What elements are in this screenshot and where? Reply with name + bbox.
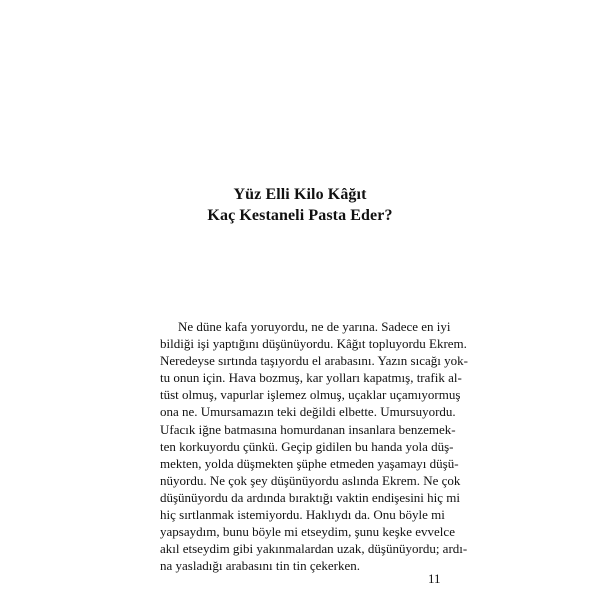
body-line: Ufacık iğne batmasına homurdanan insanlara benzemek- — [160, 421, 456, 437]
body-line: mekten, yolda düşmekten şüphe etmeden yaşamayı düşü- — [160, 455, 459, 471]
chapter-title — [0, 184, 600, 226]
body-line: nüyordu. Ne çok şey düşünüyordu aslında Ekrem. Ne çok — [160, 472, 461, 488]
body-line: ona ne. Umursamazın teki değildi elbette. Umursuyordu. — [160, 404, 456, 420]
body-line: na yasladığı arabasını tin tin çekerken. — [160, 558, 360, 574]
body-line: düşünüyordu da ardında bıraktığı vaktin endişesini hiç mi — [160, 489, 461, 505]
body-line: tüst olmuş, vapurlar işlemez olmuş, uçaklar uçamıyormuş — [160, 387, 461, 403]
body-paragraph — [160, 318, 468, 574]
page-number: 11 — [428, 571, 441, 586]
body-line: Neredeyse sırtında taşıyordu el arabasını. Yazın sıcağı yok- — [160, 353, 468, 369]
body-line: akıl etseydim gibi yakınmalardan uzak, düşünüyordu; ardı- — [160, 541, 468, 557]
body-line: bildiği işi yaptığını düşünüyordu. Kâğıt topluyordu Ekrem. — [160, 336, 467, 352]
body-line: hiç sırtlanmak istemiyordu. Haklıydı da. Onu böyle mi — [160, 507, 445, 523]
body-line: yapsaydım, bunu böyle mi etseydim, şunu keşke evvelce — [160, 524, 455, 540]
body-line: ten korkuyordu çünkü. Geçip gidilen bu handa yola düş- — [160, 438, 454, 454]
chapter-title-line-1: Yüz Elli Kilo Kâğıt — [233, 186, 367, 203]
body-line: tu onun için. Hava bozmuş, kar yolları kapatmış, trafik al- — [160, 370, 462, 386]
body-line: Ne düne kafa yoruyordu, ne de yarına. Sadece en iyi — [178, 319, 451, 334]
chapter-title-line-2: Kaç Kestaneli Pasta Eder? — [207, 207, 393, 224]
